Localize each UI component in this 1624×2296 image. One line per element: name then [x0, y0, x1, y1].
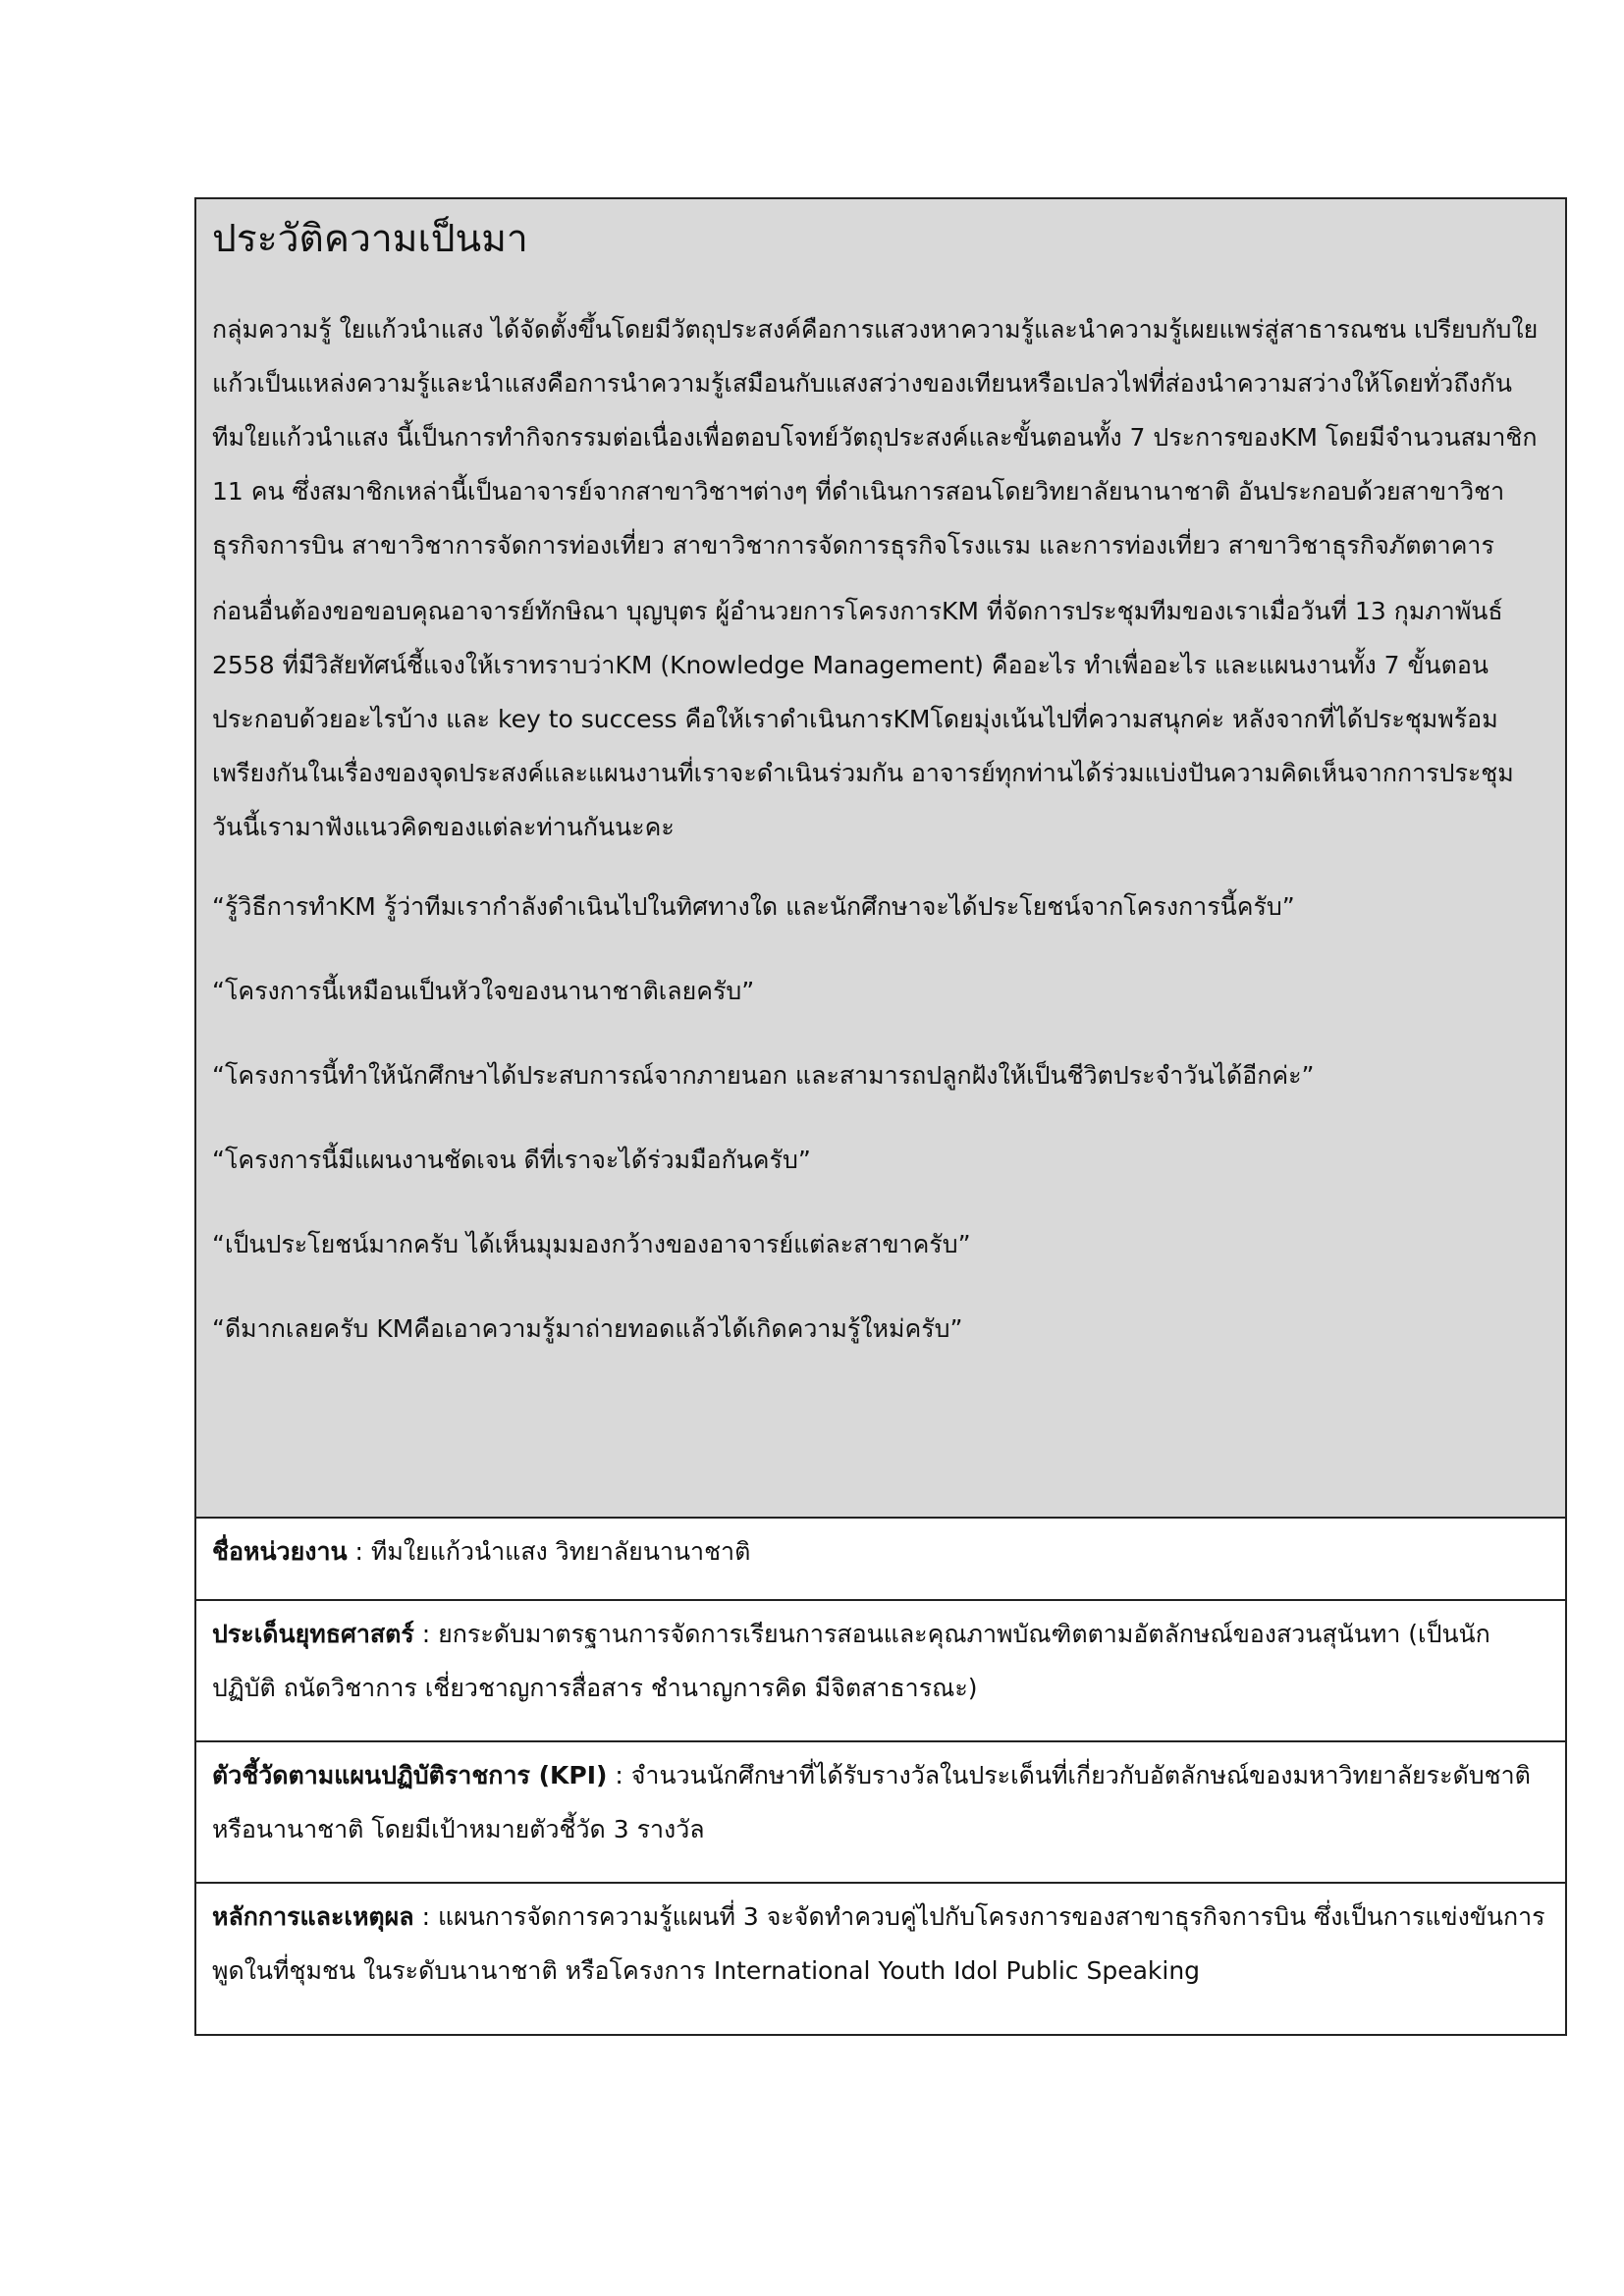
document-table [194, 197, 1567, 2036]
principle-row [196, 1884, 1565, 2034]
member-quote: “ดีมากเลยครับ KMคือเอาความรู้มาถ่ายทอดแล้วได้เกิดความรู้ใหม่ครับ” [212, 1313, 963, 1343]
strategy-row [196, 1601, 1565, 1742]
kpi-row [196, 1742, 1565, 1884]
history-paragraph: ก่อนอื่นต้องขอขอบคุณอาจารย์ทักษิณา บุญบุตร ผู้อำนวยการโครงการKM ที่จัดการประชุมทีมของเราเมื่อวันที่ 13 กุมภาพันธ์ 2558 ที่มีวิสัยทัศน์ชี้แจงให้เราทราบว่าKM (Knowledge Management) คืออะไร ทำเพื่ออะไร และแผนงานทั้ง 7 ขั้นตอนประกอบด้วยอะไรบ้าง และ key to success คือให้เราดำเนินการKMโดยมุ่งเน้นไปที่ความสนุกค่ะ หลังจากที่ได้ประชุมพร้อมเพรียงกันในเรื่องของจุดประสงค์และแผนงานที่เราจะดำเนินร่วมกัน อาจารย์ทุกท่านได้ร่วมแบ่งปันความคิดเห็นจากการประชุม วันนี้เรามาฟังแนวคิดของแต่ละท่านกันนะคะ [212, 596, 1514, 841]
principle-value: : แผนการจัดการความรู้แผนที่ 3 จะจัดทำควบคู่ไปกับโครงการของสาขาธุรกิจการบิน ซึ่งเป็นการแข่งขันการพูดในที่ชุมชน ในระดับนานาชาติ หรือโครงการ International Youth Idol Public Speaking [212, 1902, 1545, 1985]
unit-label: ชื่อหน่วยงาน [212, 1537, 348, 1566]
member-quote: “รู้วิธีการทำKM รู้ว่าทีมเรากำลังดำเนินไปในทิศทางใด และนักศึกษาจะได้ประโยชน์จากโครงการนี้ครับ” [212, 891, 1295, 921]
member-quote: “โครงการนี้มีแผนงานชัดเจน ดีที่เราจะได้ร่วมมือกันครับ” [212, 1145, 811, 1174]
history-section [196, 199, 1565, 1519]
principle-label: หลักการและเหตุผล [212, 1902, 414, 1931]
member-quote: “เป็นประโยชน์มากครับ ได้เห็นมุมมองกว้างของอาจารย์แต่ละสาขาครับ” [212, 1229, 971, 1258]
section-title: ประวัติความเป็นมา [212, 217, 528, 261]
kpi-label: ตัวชี้วัดตามแผนปฏิบัติราชการ (KPI) [212, 1761, 608, 1789]
member-quote: “โครงการนี้เหมือนเป็นหัวใจของนานาชาติเลยครับ” [212, 976, 755, 1005]
member-quote: “โครงการนี้ทำให้นักศึกษาได้ประสบการณ์จากภายนอก และสามารถปลูกฝังให้เป็นชีวิตประจำวันได้อีกค่ะ” [212, 1060, 1315, 1090]
unit-value: : ทีมใยแก้วนำแสง วิทยาลัยนานาชาติ [347, 1537, 751, 1566]
history-paragraph: กลุ่มความรู้ ใยแก้วนำแสง ได้จัดตั้งขึ้นโดยมีวัตถุประสงค์คือการแสวงหาความรู้และนำความรู้เผยแพร่สู่สาธารณชน เปรียบกับใยแก้วเป็นแหล่งความรู้และนำแสงคือการนำความรู้เสมือนกับแสงสว่างของเทียนหรือเปลวไฟที่ส่องนำความสว่างให้โดยทั่วถึงกัน ทีมใยแก้วนำแสง นี้เป็นการทำกิจกรรมต่อเนื่องเพื่อตอบโจทย์วัตถุประสงค์และขั้นตอนทั้ง 7 ประการของKM โดยมีจำนวนสมาชิก 11 คน ซึ่งสมาชิกเหล่านี้เป็นอาจารย์จากสาขาวิชาฯต่างๆ ที่ดำเนินการสอนโดยวิทยาลัยนานาชาติ อันประกอบด้วยสาขาวิชาธุรกิจการบิน สาขาวิชาการจัดการท่องเที่ยว สาขาวิชาการจัดการธุรกิจโรงแรม และการท่องเที่ยว สาขาวิชาธุรกิจภัตตาคาร [212, 314, 1539, 560]
strategy-label: ประเด็นยุทธศาสตร์ [212, 1620, 414, 1648]
strategy-value: : ยกระดับมาตรฐานการจัดการเรียนการสอนและคุณภาพบัณฑิตตามอัตลักษณ์ของสวนสุนันทา (เป็นนักปฏิบัติ ถนัดวิชาการ เชี่ยวชาญการสื่อสาร ชำนาญการคิด มีจิตสาธารณะ) [212, 1620, 1490, 1702]
kpi-value: : จำนวนนักศึกษาที่ได้รับรางวัลในประเด็นที่เกี่ยวกับอัตลักษณ์ของมหาวิทยาลัยระดับชาติหรือนานาชาติ โดยมีเป้าหมายตัวชี้วัด 3 รางวัล [212, 1761, 1531, 1843]
unit-row [196, 1519, 1565, 1601]
